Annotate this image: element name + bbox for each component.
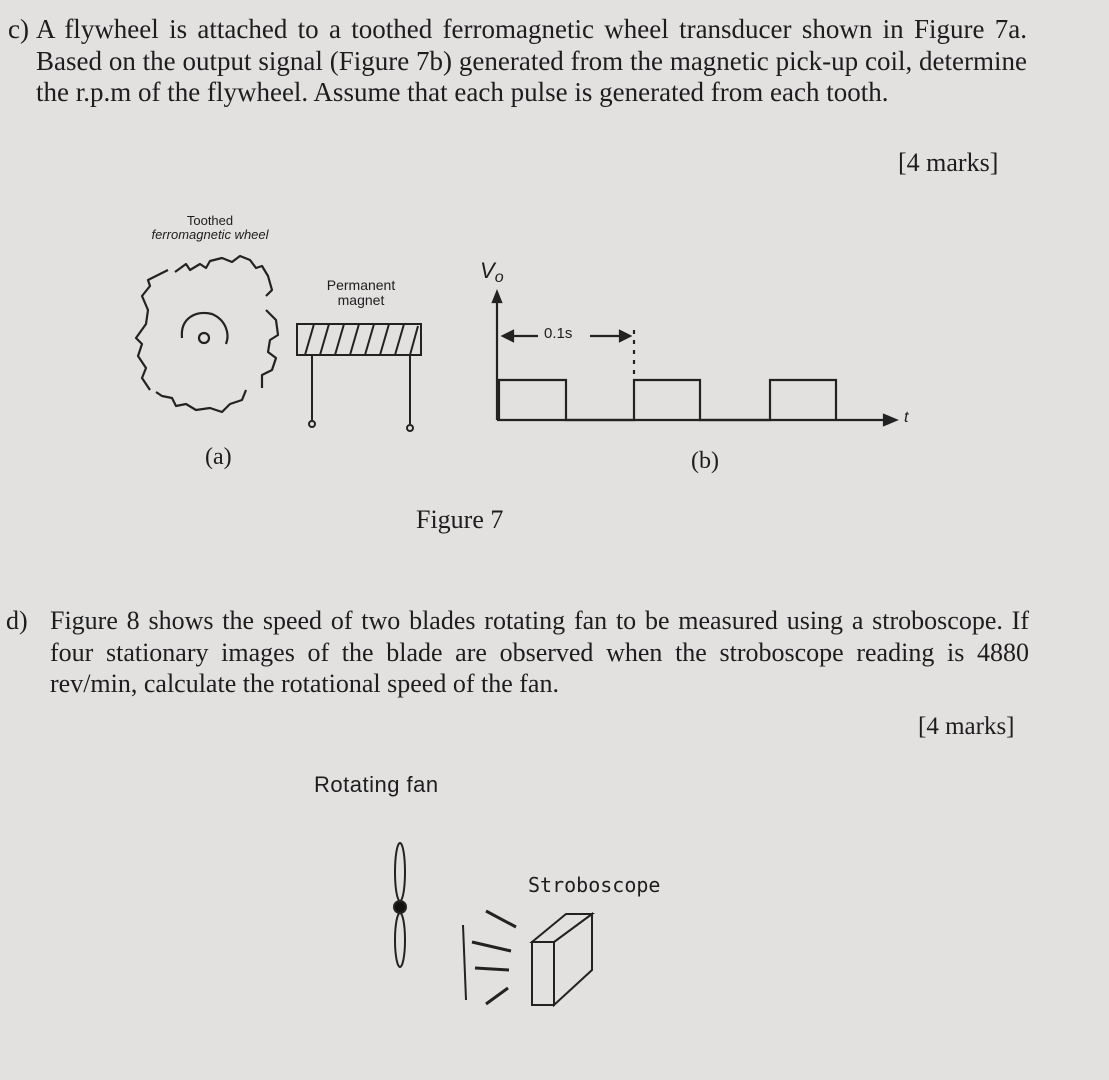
stroboscope-label: Stroboscope bbox=[528, 873, 661, 897]
time-axis-label: t bbox=[904, 409, 909, 426]
strobe-light-ray-1 bbox=[486, 911, 516, 927]
wheel-label-line2: ferromagnetic wheel bbox=[151, 227, 269, 242]
strobe-light-ray-2 bbox=[472, 942, 511, 951]
question-c-label: c) bbox=[8, 14, 29, 44]
wheel-label-line1: Toothed bbox=[186, 213, 234, 228]
strobe-light-ray-5 bbox=[463, 925, 466, 1000]
period-label: 0.1s bbox=[544, 325, 573, 342]
magnet-label-line1: Permanent bbox=[326, 277, 396, 293]
fan-blade-top bbox=[395, 843, 405, 901]
figure-7-caption: Figure 7 bbox=[416, 505, 504, 534]
strobe-light-ray-4 bbox=[486, 988, 508, 1004]
question-c-marks: [4 marks] bbox=[898, 148, 999, 177]
fan-hub bbox=[394, 901, 406, 913]
magnet-label-line2: magnet bbox=[337, 292, 385, 308]
stroboscope-top bbox=[532, 914, 592, 942]
question-d-label: d) bbox=[6, 606, 28, 635]
rotating-fan-label: Rotating fan bbox=[314, 772, 439, 797]
question-d-text: Figure 8 shows the speed of two blades rotating fan to be measured using a stroboscope. If four stationary images of the blade are observed when the stroboscope reading is 4880 rev/min, calculate the rotational speed of the fan. bbox=[50, 606, 1029, 698]
figure-7b-label: (b) bbox=[691, 448, 719, 474]
question-d-marks: [4 marks] bbox=[918, 713, 1015, 740]
voltage-subscript: o bbox=[494, 269, 504, 286]
question-c-text: A flywheel is attached to a toothed ferromagnetic wheel transducer shown in Figure 7a. Based on the output signal (Figure 7b) generated from the magnetic pick-up coil, determine the r.p.m of the flywheel. Assume that each pulse is generated from each tooth. bbox=[36, 14, 1027, 107]
stroboscope-side bbox=[554, 914, 592, 1005]
strobe-light-ray-3 bbox=[475, 968, 509, 970]
stroboscope-device bbox=[532, 914, 592, 1005]
voltage-symbol: V bbox=[480, 258, 495, 283]
stroboscope-front bbox=[532, 942, 554, 1005]
fan-blade-bottom bbox=[395, 913, 405, 967]
figure-7a-label: (a) bbox=[205, 444, 232, 470]
